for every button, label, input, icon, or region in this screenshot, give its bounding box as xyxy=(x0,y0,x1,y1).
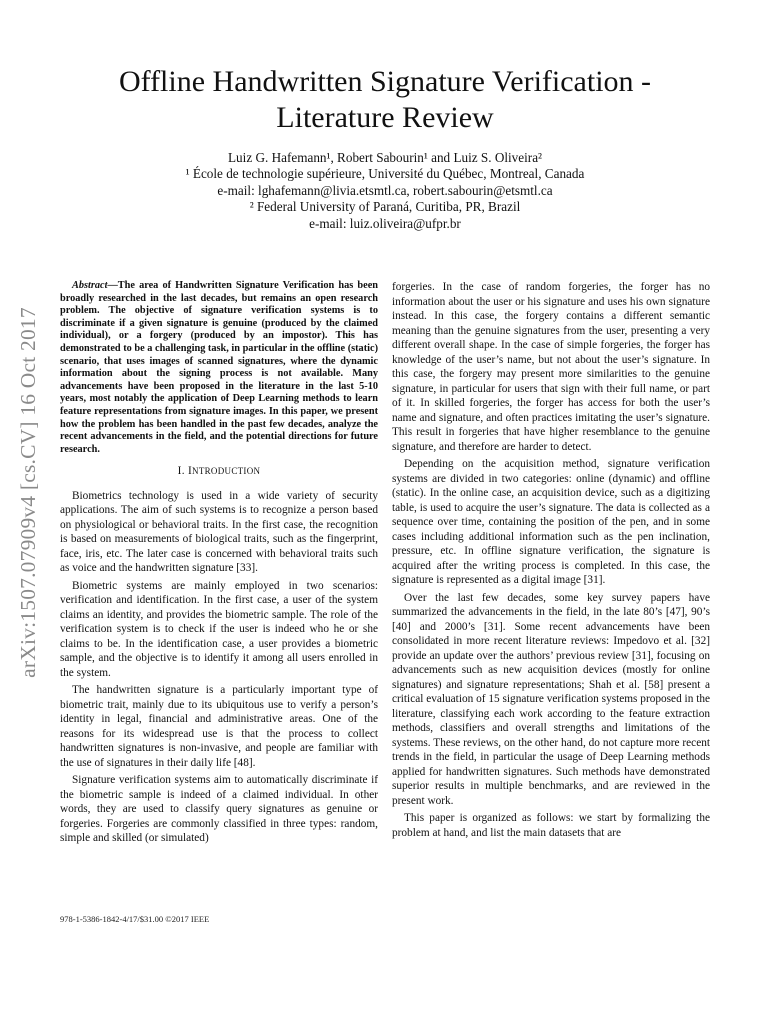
left-column xyxy=(60,280,378,849)
section-number: I. xyxy=(177,465,185,478)
paper-title xyxy=(60,64,710,136)
email-1: e-mail: lghafemann@livia.etsmtl.ca, robert.sabourin@etsmtl.ca xyxy=(217,182,553,198)
affiliation-1: ¹ École de technologie supérieure, Université du Québec, Montreal, Canada xyxy=(185,166,585,182)
paper-title-line-1: Offline Handwritten Signature Verification - xyxy=(118,65,652,98)
section-title-initial: I xyxy=(187,465,193,478)
copyright-footer: 978-1-5386-1842-4/17/$31.00 ©2017 IEEE xyxy=(60,914,210,924)
section-title-rest: NTRODUCTION xyxy=(192,466,261,477)
left-paragraph-2: Biometric systems are mainly employed in two scenarios: verification and identification. In the first case, a user of the system claims an identity, and provides the biometric sample. The role of the verification system is to check if the user is indeed who he or she claims to be. In the identification case, a user provides a biometric sample, and the objective is to identify it among all users enrolled in the system. xyxy=(60,579,378,679)
right-paragraph-4: This paper is organized as follows: we start by formalizing the problem at hand, and list the main datasets that are xyxy=(392,812,710,839)
email-2: e-mail: luiz.oliveira@ufpr.br xyxy=(309,215,461,231)
right-paragraph-1: forgeries. In the case of random forgeries, the forger has no information about the user or his signature and uses his own signature instead. In this case, the forgery contains a different semantic meaning than the genuine signatures from the user, presenting a very different overall shape. In the case of simple forgeries, the forger has knowledge of the user’s name, but not about the user’s signature. In this case, the forgery may present more similarities to the genuine signature, in particular for users that sign with their full name, or part of it. In skilled forgeries, the forger has access for both the user’s name and signature, and often practices imitating the user’s signature. This result in forgeries that have higher resemblance to the genuine signature, and therefore are harder to detect. xyxy=(392,281,710,453)
right-paragraph-3: Over the last few decades, some key survey papers have summarized the advancements in the field, in the late 80’s [47], 90’s [40] and 2000’s [31]. Some recent advancements have been consolidated in more recent literature reviews: Impedovo et al. [32] provide an update over the authors’ previous review [31], focusing on advancements such as new acquisition devices (mostly for online signatures) and signature representations; Shah et al. [58] present a critical evaluation of 15 signature verification systems proposed in the literature, classifying each work according to the feature extraction methods, classifiers and overall strengths and limitations of the systems. These reviews, on the other hand, do not capture more recent trends in the field, in particular the usage of Deep Learning methods applied for handwritten signatures. Such methods have demonstrated superior results in multiple benchmarks, and are reviewed in the present work. xyxy=(392,591,710,807)
arxiv-watermark-text: arXiv:1507.07909v4 [cs.CV] 16 Oct 2017 xyxy=(15,306,40,678)
left-paragraph-1: Biometrics technology is used in a wide variety of security applications. The aim of such systems is to recognize a person based on physiological or behavioral traits. In the first case, the recognition is based on measurements of biological traits, such as the fingerprint, face, iris, etc. The later case is concerned with behavioral traits such as voice and the handwritten signature [33]. xyxy=(60,489,378,575)
section-heading-introduction xyxy=(60,464,378,479)
author-names: Luiz G. Hafemann¹, Robert Sabourin¹ and Luiz S. Oliveira² xyxy=(228,150,542,165)
right-column xyxy=(392,280,710,843)
author-block xyxy=(60,150,710,232)
left-paragraph-4: Signature verification systems aim to automatically discriminate if the biometric sample is indeed of a claimed individual. In other words, they are used to classify query signatures as genuine or forgeries. Forgeries are commonly classified in three types: random, simple and skilled (or simulated) xyxy=(60,774,378,845)
abstract xyxy=(60,280,378,456)
arxiv-watermark xyxy=(8,272,48,712)
abstract-text: —The area of Handwritten Signature Verification has been broadly researched in the last decades, but remains an open research problem. The objective of signature verification systems is to discriminate if a given signature is genuine (produced by the claimed individual), or a forgery (produced by an impostor). This has demonstrated to be a challenging task, in particular in the offline (static) scenario, that uses images of scanned signatures, where the dynamic information about the signing process is not available. Many advancements have been proposed in the literature in the last 5-10 years, most notably the application of Deep Learning methods to learn feature representations from signature images. In this paper, we present how the problem has been handled in the past few decades, analyze the recent advancements in the field, and the potential directions for future research. xyxy=(60,280,378,455)
affiliation-2: ² Federal University of Paraná, Curitiba, PR, Brazil xyxy=(249,199,521,215)
paper-title-line-2: Literature Review xyxy=(276,101,494,134)
abstract-label: Abstract xyxy=(72,280,108,291)
left-paragraph-3: The handwritten signature is a particularly important type of biometric trait, mainly due to its ubiquitous use to verify a person’s identity in legal, financial and administrative areas. One of the reasons for its widespread use is that the process to collect handwritten signatures is non-invasive, and people are familiar with the use of signatures in their daily life [48]. xyxy=(60,684,378,769)
right-paragraph-2: Depending on the acquisition method, signature verification systems are divided in two categories: online (dynamic) and offline (static). In the online case, an acquisition device, such as a digitizing table, is used to acquire the user’s signature. The data is collected as a sequence over time, containing the position of the pen, and in some cases including additional information such as the pen inclination, pressure, etc. In offline signature verification, the signature is acquired after the writing process is completed. In this case, the signature is represented as a digital image [31]. xyxy=(392,458,710,586)
